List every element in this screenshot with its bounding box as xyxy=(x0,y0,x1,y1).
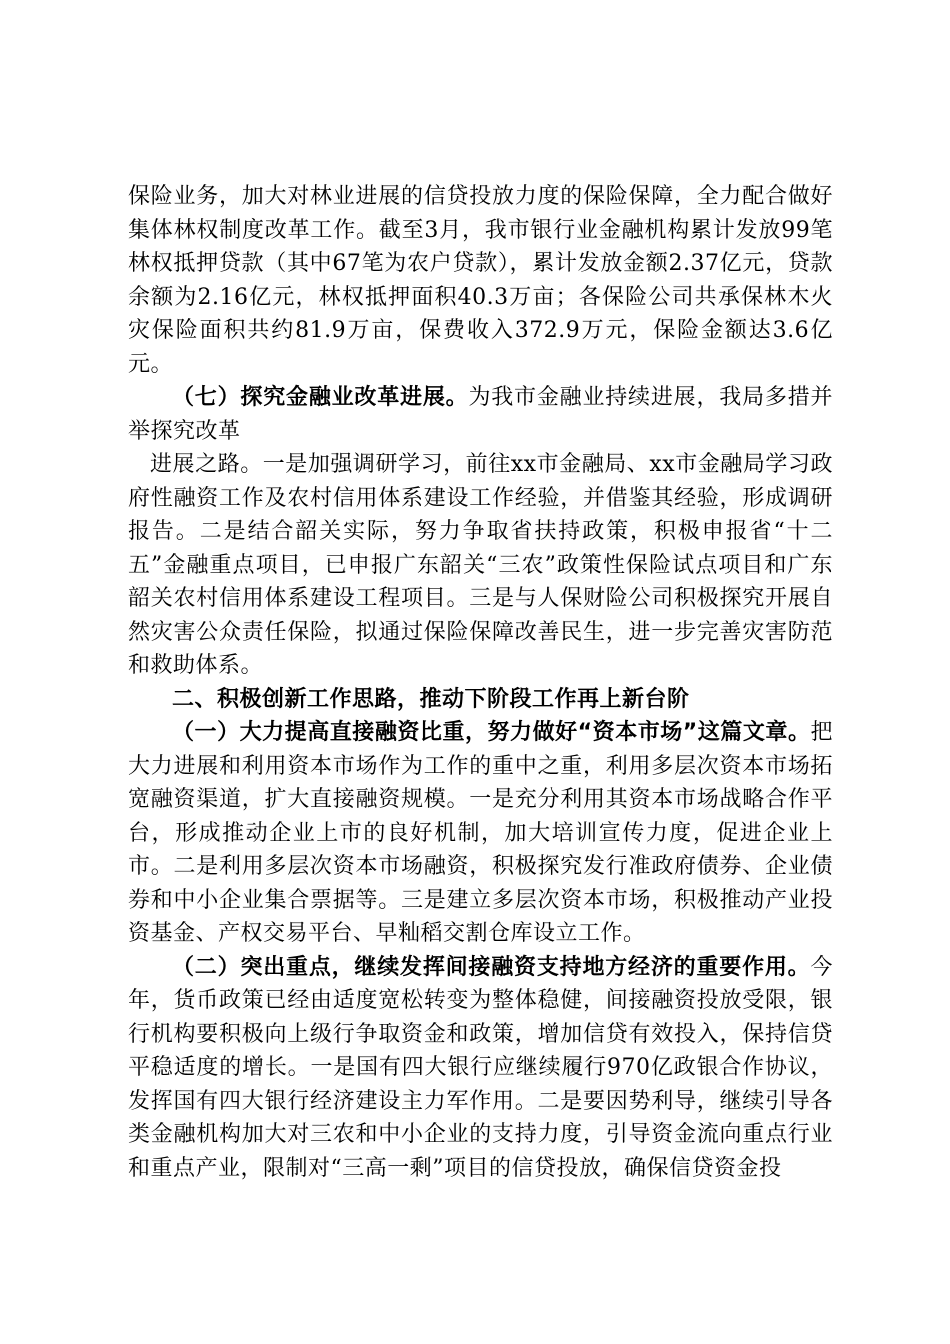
paragraph-financial-reform-body: 为我市金融业持续进展，我局多措并举探究改革 xyxy=(128,385,833,444)
subsection-heading-two: （二）突出重点，继续发挥间接融资支持地方经济的重要作用。 xyxy=(172,954,811,980)
paragraph-direct-financing xyxy=(128,716,833,951)
subsection-heading-seven: （七）探究金融业改革进展。 xyxy=(172,385,469,410)
paragraph-indirect-financing-body: 今年，货币政策已经由适度宽松转变为整体稳健，间接融资投放受限，银行机构要积极向上级行争取资金和政策，增加信贷有效投入，保持信贷平稳适度的增长。一是国有四大银行应继续履行970亿政银合作协议，发挥国有四大银行经济建设主力军作用。二是要因势利导，继续引导各类金融机构加大对三农和中小企业的支持力度，引导资金流向重点行业和重点产业，限制对“三高一剩”项目的信贷投放，确保信贷资金投 xyxy=(128,954,833,1181)
document-page xyxy=(128,180,833,1185)
section-heading-two: 二、积极创新工作思路，推动下阶段工作再上新台阶 xyxy=(172,686,690,712)
paragraph-reform-path: 进展之路。一是加强调研学习，前往xx市金融局、xx市金融局学习政府性融资工作及农村信用体系建设工作经验，并借鉴其经验，形成调研报告。二是结合韶关实际，努力争取省扶持政策，积极申报省“十二五”金融重点项目，已申报广东韶关“三农”政策性保险试点项目和广东韶关农村信用体系建设工程项目。三是与人保财险公司积极探究开展自然灾害公众责任保险，拟通过保险保障改善民生，进一步完善灾害防范和救助体系。 xyxy=(128,452,833,678)
paragraph-financial-reform xyxy=(128,381,833,448)
subsection-heading-one: （一）大力提高直接融资比重，努力做好“资本市场”这篇文章。 xyxy=(172,720,811,745)
paragraph-direct-financing-body: 把大力进展和利用资本市场作为工作的重中之重，利用多层次资本市场拓宽融资渠道，扩大直接融资规模。一是充分利用其资本市场战略合作平台，形成推动企业上市的良好机制，加大培训宣传力度，促进企业上市。二是利用多层次资本市场融资，积极探究发行准政府债券、企业债券和中小企业集合票据等。三是建立多层次资本市场，积极推动产业投资基金、产权交易平台、早籼稻交割仓库设立工作。 xyxy=(128,720,833,946)
paragraph-indirect-financing xyxy=(128,951,833,1186)
paragraph-forestry-insurance: 保险业务，加大对林业进展的信贷投放力度的保险保障，全力配合做好集体林权制度改革工作。截至3月，我市银行业金融机构累计发放99笔林权抵押贷款（其中67笔为农户贷款），累计发放金额2.37亿元，贷款余额为2.16亿元，林权抵押面积40.3万亩；各保险公司共承保林木火灾保险面积共约81.9万亩，保费收入372.9万元，保险金额达3.6亿元。 xyxy=(128,184,833,377)
